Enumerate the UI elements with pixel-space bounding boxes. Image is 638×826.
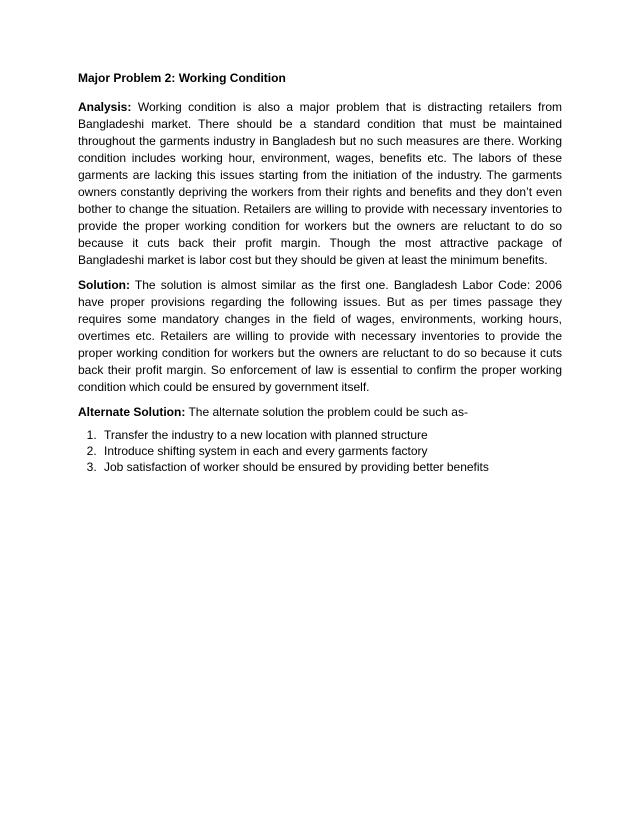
alternate-solution-label: Alternate Solution: bbox=[78, 405, 186, 419]
list-item: 2. Introduce shifting system in each and every garments factory bbox=[100, 443, 562, 459]
alternate-solution-paragraph bbox=[78, 404, 562, 421]
solution-paragraph bbox=[78, 277, 562, 396]
document-page bbox=[78, 70, 562, 475]
analysis-text: Working condition is also a major problem that is distracting retailers from Bangladeshi market. There should be a standard condition that must be maintained throughout the garments industry in Bangladesh but no such measures are there. Working condition includes working hour, environment, wages, benefits etc. The labors of these garments are lacking this issues starting from the initiation of the industry. The garments owners constantly depriving the workers from their rights and benefits and they don’t even bother to change the situation. Retailers are willing to provide with necessary inventories to provide the proper working condition for workers but the owners are reluctant to do so because it cuts back their profit margin. Though the most attractive package of Bangladeshi market is labor cost but they should be given at least the minimum benefits. bbox=[78, 100, 562, 267]
analysis-label: Analysis: bbox=[78, 100, 132, 114]
solution-label: Solution: bbox=[78, 278, 130, 292]
list-item: 3. Job satisfaction of worker should be ensured by providing better benefits bbox=[100, 459, 562, 475]
analysis-paragraph bbox=[78, 99, 562, 269]
list-item: 1. Transfer the industry to a new location with planned structure bbox=[100, 427, 562, 443]
section-heading: Major Problem 2: Working Condition bbox=[78, 71, 286, 85]
alternate-solution-list bbox=[78, 427, 562, 475]
solution-text: The solution is almost similar as the first one. Bangladesh Labor Code: 2006 have proper provisions regarding the following issues. But as per times passage they requires some mandatory changes in the field of wages, environments, working hours, overtimes etc. Retailers are willing to provide with necessary inventories to provide the proper working condition for workers but the owners are reluctant to do so because it cuts back their profit margin. So enforcement of law is essential to confirm the proper working condition which could be ensured by government itself. bbox=[78, 278, 562, 394]
alternate-solution-text: The alternate solution the problem could be such as- bbox=[188, 405, 468, 419]
